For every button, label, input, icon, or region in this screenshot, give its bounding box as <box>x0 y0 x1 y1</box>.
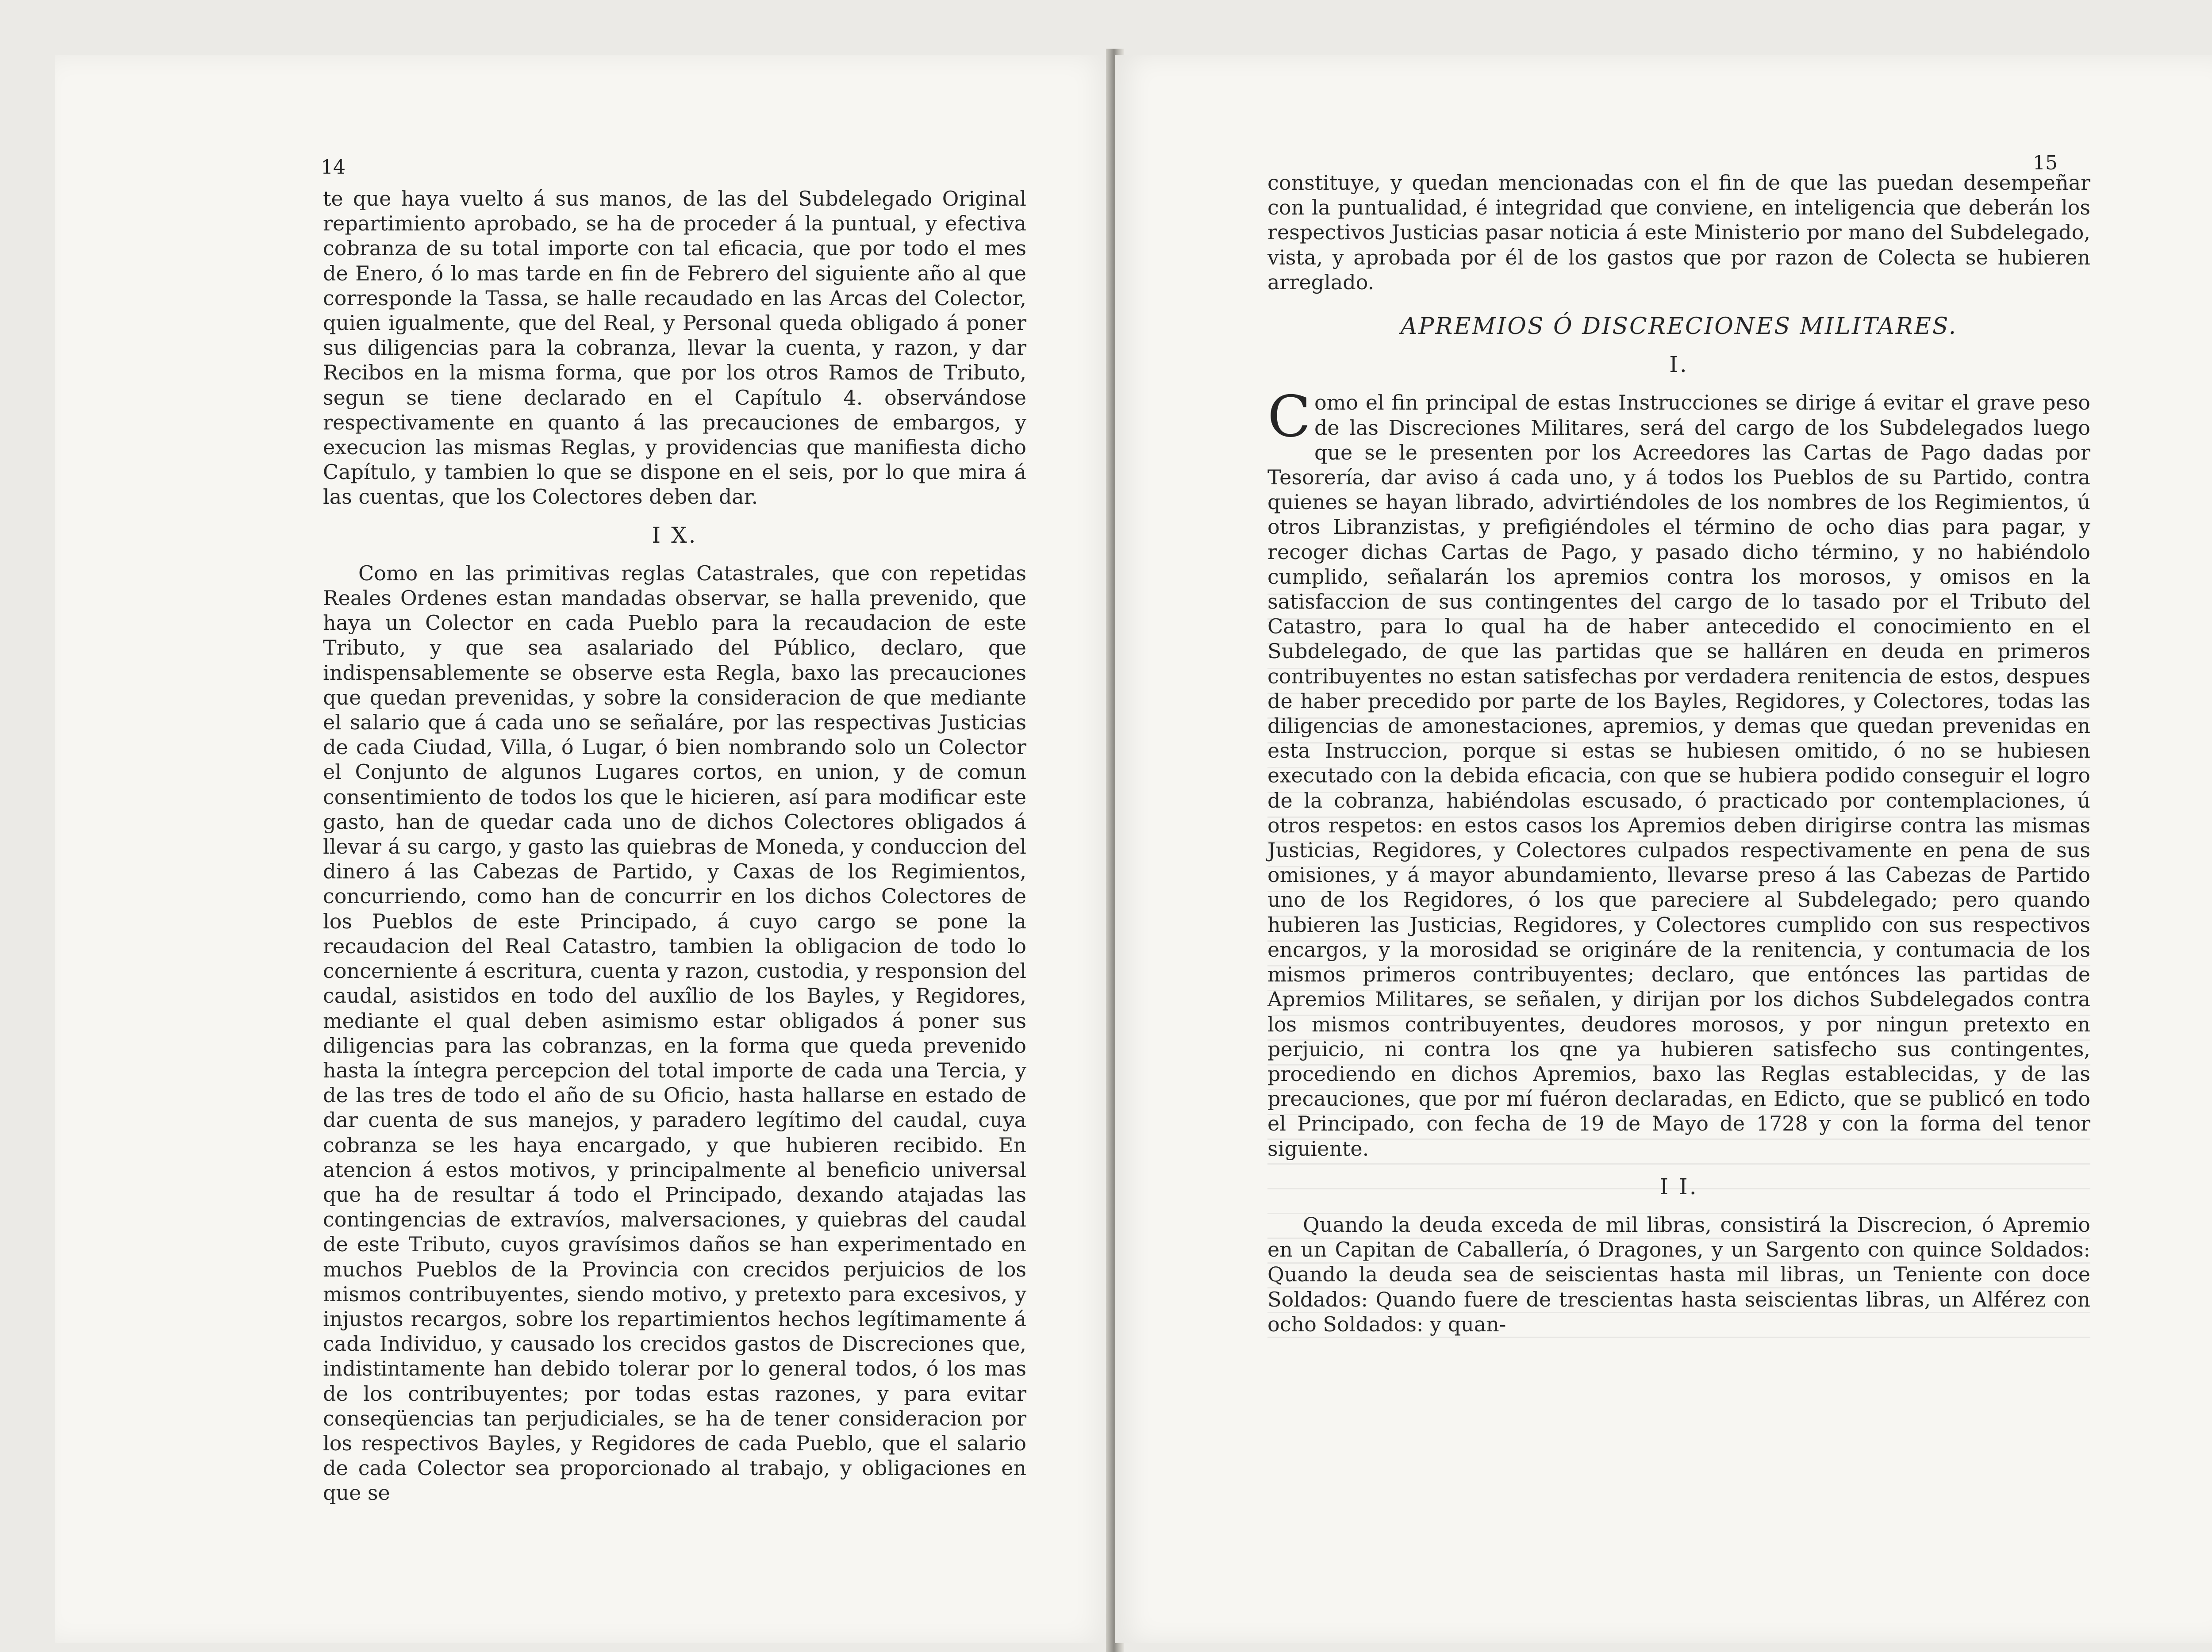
right-paragraph-continued: constituye, y quedan mencionadas con el fin de que las puedan desempeñar con la puntualidad, é integridad que conviene, en inteligencia que deberán los respectivos Justicias pasar noticia á este Ministerio por mano del Subdelegado, vista, y aprobada por él de los gastos que por razon de Colecta se hubieren arreglado. <box>1267 171 2090 294</box>
right-paragraph-ii: Quando la deuda exceda de mil libras, consistirá la Discrecion, ó Apremio en un Capitan de Caballería, ó Dragones, y un Sargento con quince Soldados: Quando la deuda sea de seiscientas hasta mil libras, un Teniente con doce Soldados: Quando fuere de trescientas hasta seiscientas libras, un Alférez con ocho Soldados: y quan- <box>1267 1212 2090 1336</box>
drop-cap-letter: C <box>1267 384 1311 450</box>
section-heading-i: I. <box>1669 352 1689 378</box>
left-paragraph-ix: Como en las primitivas reglas Catastrales, que con repetidas Reales Ordenes estan mandadas observar, se halla prevenido, que haya un Colector en cada Pueblo para la recaudacion de este Tributo, y que sea asalariado del Público, declaro, que indispensablemente se observe esta Regla, baxo las precauciones que quedan prevenidas, y sobre la consideracion de que mediante el salario que á cada uno se señaláre, por las respectivas Justicias de cada Ciudad, Villa, ó Lugar, ó bien nombrando solo un Colector el Conjunto de algunos Lugares cortos, en union, y de comun consentimiento de todos los que le hicieren, así para modificar este gasto, han de quedar cada uno de dichos Colectores obligados á llevar á su cargo, y gasto las quiebras de Moneda, y conduccion del dinero á las Cabezas de Partido, y Caxas de los Regimientos, concurriendo, como han de concurrir en los dichos Colectores de los Pueblos de este Principado, á cuyo cargo se pone la recaudacion del Real Catastro, tambien la obligacion de todo lo concerniente á escritura, cuenta y razon, custodia, y responsion del caudal, asistidos en todo del auxîlio de los Bayles, y Regidores, mediante el qual deben asimismo estar obligados á poner sus diligencias para las cobranzas, en la forma que queda prevenido hasta la íntegra percepcion del total importe de cada una Tercia, y de las tres de todo el año de su Oficio, hasta hallarse en estado de dar cuenta de sus manejos, y paradero legítimo del caudal, cuya cobranza se les haya encargado, y que hubieren recibido. En atencion á estos motivos, y principalmente al beneficio universal que ha de resultar á todo el Principado, dexando atajadas las contingencias de extravíos, malversaciones, y quiebras del caudal de este Tributo, cuyos gravísimos daños se han experimentado en muchos Pueblos de la Provincia con crecidos perjuicios de los mismos contribuyentes, siendo motivo, y pretexto para excesivos, y injustos recargos, sobre los repartimientos hechos legítimamente á cada Individuo, y causado los crecidos gastos de Discreciones que, indistintamente han debido tolerar por lo general todos, ó los mas de los contribuyentes; por todas estas razones, y para evitar conseqüencias tan perjudiciales, se ha de tener consideracion por los respectivos Bayles, y Regidores de cada Pueblo, que el salario de cada Colector sea proporcionado al trabajo, y obligaciones en que se <box>323 561 1026 1505</box>
left-page <box>55 55 1110 1643</box>
page-number-right: 15 <box>2033 152 2058 174</box>
left-paragraph-continued: te que haya vuelto á sus manos, de las del Subdelegado Original repartimiento aprobado, se ha de proceder á la puntual, y efectiva cobranza de su total importe con tal eficacia, que por todo el mes de Enero, ó lo mas tarde en fin de Febrero del siguiente año al que corresponde la Tassa, se halle recaudado en las Arcas del Colector, quien igualmente, que del Real, y Personal queda obligado á poner sus diligencias para la cobranza, llevar la cuenta, y razon, y dar Recibos en la misma forma, que por los otros Ramos de Tributo, segun se tiene declarado en el Capítulo 4. observándose respectivamente en quanto á las precauciones de embargos, y execucion las mismas Reglas, y providencias que manifiesta dicho Capítulo, y tambien lo que se dispone en el seis, por lo que mira á las cuentas, que los Colectores deben dar. <box>323 187 1026 509</box>
right-paragraph-i: omo el fin principal de estas Instrucciones se dirige á evitar el grave peso de las Discreciones Militares, será del cargo de los Subdelegados luego que se le presenten por los Acreedores las Cartas de Pago dadas por Tesorería, dar aviso á cada uno, y á todos los Pueblos de su Partido, contra quienes se hayan librado, advirtiéndoles de los nombres de los Regimientos, ú otros Libranzistas, y prefigiéndoles el término de ocho dias para pagar, y recoger dichas Cartas de Pago, y pasado dicho término, y no habiéndolo cumplido, señalarán los apremios contra los morosos, y omisos en la satisfaccion de sus contingentes del cargo de lo tasado por el Tributo del Catastro, para lo qual ha de haber antecedido el conocimiento en el Subdelegado, de que las partidas que se halláren en deuda en primeros contribuyentes no estan satisfechas por verdadera renitencia de estos, despues de haber precedido por parte de los Bayles, Regidores, y Colectores, todas las diligencias de amonestaciones, apremios, y demas que quedan prevenidas en esta Instruccion, porque si estas se hubiesen omitido, ó no se hubiesen executado con la debida eficacia, con que se hubiera podido conseguir el logro de la cobranza, habiéndolas escusado, ó practicado por contemplaciones, ú otros respetos: en estos casos los Apremios deben dirigirse contra las mismas Justicias, Regidores, y Colectores culpados respectivamente en pena de sus omisiones, y á mayor abundamiento, llevarse preso á las Cabezas de Partido uno de los Regidores, ó los que pareciere al Subdelegado; pero quando hubieren las Justicias, Regidores, y Colectores cumplido con sus respectivos encargos, y la morosidad se origináre de la renitencia, y contumacia de los mismos primeros contribuyentes; declaro, que entónces las partidas de Apremios Militares, se señalen, y dirijan por los dichos Subdelegados contra los mismos contribuyentes, deudores morosos, y por ningun pretexto en perjuicio, ni contra los qne ya hubieren satisfecho sus contingentes, procediendo en dichos Apremios, baxo las Reglas establecidas, y de las precauciones, que por mí fuéron declaradas, en Edicto, que se publicó en todo el Principado, con fecha de 19 de Mayo de 1728 y con la forma del tenor siguiente. <box>1267 391 2090 1161</box>
section-heading-ii: I I. <box>1659 1173 1698 1200</box>
section-title-apremios: APREMIOS Ó DISCRECIONES MILITARES. <box>1400 313 1958 340</box>
right-text-column <box>1267 170 2090 1337</box>
right-page <box>1115 55 2212 1643</box>
paragraph-with-dropcap <box>1267 384 2090 1161</box>
left-text-column <box>323 186 1026 1506</box>
page-number-left: 14 <box>321 156 346 179</box>
section-heading-ix: I X. <box>652 522 698 548</box>
